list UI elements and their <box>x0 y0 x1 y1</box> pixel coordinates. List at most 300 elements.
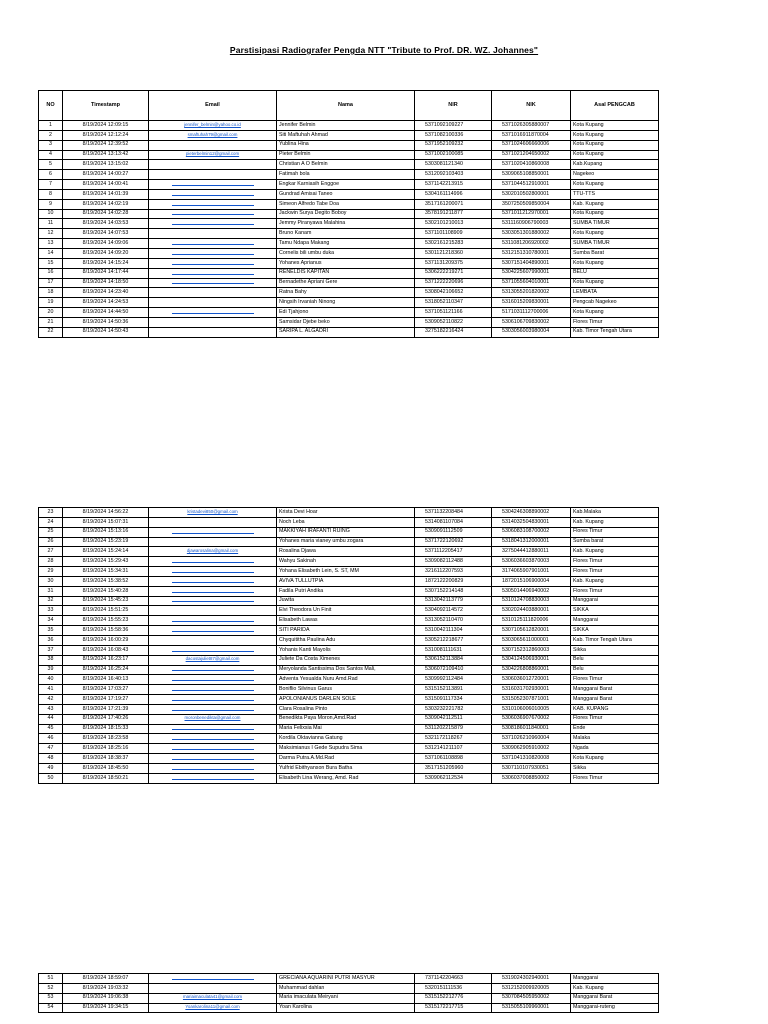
cell-asal: Kota Kupang <box>571 140 659 150</box>
table-row <box>39 993 659 1003</box>
cell-ts: 8/19/2024 14:03:53 <box>63 219 149 229</box>
email-link-underline[interactable] <box>172 979 254 980</box>
cell-ts: 8/19/2024 13:13:42 <box>63 150 149 160</box>
cell-ts: 8/19/2024 15:34:31 <box>63 567 149 577</box>
cell-nir: 3517151205960 <box>415 763 492 773</box>
column-header-email: Email <box>149 91 277 121</box>
participants-table-1 <box>38 90 659 338</box>
cell-nik: 5371016911870004 <box>492 130 571 140</box>
cell-no: 50 <box>39 773 63 783</box>
table-header-row <box>39 91 659 121</box>
cell-no: 19 <box>39 298 63 308</box>
cell-email[interactable] <box>149 278 277 288</box>
table-row <box>39 219 659 229</box>
cell-nama: Elisabeth Lina Werang, Amd. Rad <box>277 773 415 783</box>
cell-email[interactable] <box>149 655 277 665</box>
cell-asal: LEMBATA <box>571 288 659 298</box>
cell-asal: Kab.Kupang <box>571 160 659 170</box>
column-header-nik: NIK <box>492 91 571 121</box>
cell-email[interactable] <box>149 557 277 567</box>
cell-nama: Elvi Theodora Un Finit <box>277 606 415 616</box>
page-title: Parstisipasi Radiografer Pengda NTT "Tribute to Prof. DR. WZ. Johannes" <box>229 45 539 55</box>
cell-no: 26 <box>39 537 63 547</box>
cell-no: 17 <box>39 278 63 288</box>
cell-email <box>149 537 277 547</box>
cell-email[interactable] <box>149 1003 277 1013</box>
cell-email[interactable] <box>149 268 277 278</box>
cell-asal: Manggarai-ruteng <box>571 1003 659 1013</box>
cell-asal: SUMBA TIMUR <box>571 239 659 249</box>
cell-email[interactable] <box>149 724 277 734</box>
cell-nama: Boniflio Silvinus Garus <box>277 685 415 695</box>
cell-email <box>149 170 277 180</box>
cell-email[interactable] <box>149 734 277 744</box>
cell-nir: 5315172217715 <box>415 1003 492 1013</box>
cell-nik: 5319024302940001 <box>492 974 571 984</box>
cell-ts: 8/19/2024 14:15:24 <box>63 258 149 268</box>
cell-ts: 8/19/2024 12:09:15 <box>63 121 149 131</box>
email-link[interactable]: kristadevi850@gmail.com <box>187 508 238 514</box>
email-link-underline[interactable] <box>172 651 254 652</box>
cell-nir: 3578191211877 <box>415 209 492 219</box>
cell-email[interactable] <box>149 773 277 783</box>
cell-ts: 8/19/2024 16:25:24 <box>63 665 149 675</box>
cell-nir: 5315152113891 <box>415 685 492 695</box>
cell-ts: 8/19/2024 14:17:44 <box>63 268 149 278</box>
cell-ts: 8/19/2024 14:18:50 <box>63 278 149 288</box>
cell-email[interactable] <box>149 645 277 655</box>
cell-no: 49 <box>39 763 63 773</box>
cell-nama: Engkar Karniasih Enggoe <box>277 180 415 190</box>
cell-nir: 5309091112509 <box>415 527 492 537</box>
cell-nik: 5371041310820008 <box>492 754 571 764</box>
cell-nama: SARIPA L. ALGADRI <box>277 327 415 337</box>
table-row <box>39 983 659 993</box>
cell-no: 28 <box>39 557 63 567</box>
email-link-underline[interactable] <box>172 759 254 760</box>
cell-ts: 8/19/2024 14:09:06 <box>63 239 149 249</box>
cell-ts: 8/19/2024 15:23:19 <box>63 537 149 547</box>
table-row <box>39 675 659 685</box>
cell-ts: 8/19/2024 15:55:23 <box>63 616 149 626</box>
cell-nama: Noch Leba <box>277 517 415 527</box>
cell-email[interactable] <box>149 744 277 754</box>
cell-nir: 5371101108909 <box>415 229 492 239</box>
cell-nama: Ningsih Irvaniah Ninong <box>277 298 415 308</box>
table-row <box>39 170 659 180</box>
cell-no: 15 <box>39 258 63 268</box>
cell-no: 2 <box>39 130 63 140</box>
email-link-underline[interactable] <box>172 572 254 573</box>
cell-nir: 5304161114996 <box>415 189 492 199</box>
cell-nik: 5311160906790003 <box>492 219 571 229</box>
table-row <box>39 258 659 268</box>
cell-asal: Flores Timur <box>571 675 659 685</box>
cell-email[interactable] <box>149 547 277 557</box>
cell-no: 35 <box>39 626 63 636</box>
cell-email[interactable] <box>149 616 277 626</box>
cell-ts: 8/19/2024 15:38:52 <box>63 576 149 586</box>
cell-no: 23 <box>39 508 63 518</box>
cell-email[interactable] <box>149 974 277 984</box>
cell-email[interactable] <box>149 308 277 318</box>
cell-nik: 3275044412880011 <box>492 547 571 557</box>
cell-ts: 8/19/2024 17:21:39 <box>63 704 149 714</box>
cell-asal: Kab. Kupang <box>571 547 659 557</box>
cell-nik: 5371026305880007 <box>492 121 571 131</box>
cell-nama: Rosalina Djawa <box>277 547 415 557</box>
cell-nir: 5371002100085 <box>415 150 492 160</box>
cell-no: 34 <box>39 616 63 626</box>
cell-ts: 8/19/2024 13:15:02 <box>63 160 149 170</box>
cell-email[interactable] <box>149 665 277 675</box>
cell-nir: 5308042106652 <box>415 288 492 298</box>
cell-email[interactable] <box>149 567 277 577</box>
cell-email[interactable] <box>149 248 277 258</box>
table-row <box>39 1003 659 1013</box>
email-link-underline[interactable] <box>172 729 254 730</box>
email-link-underline[interactable] <box>172 562 254 563</box>
table-row <box>39 616 659 626</box>
email-link-underline[interactable] <box>172 769 254 770</box>
cell-nir: 5303232221782 <box>415 704 492 714</box>
cell-nama: AVIVA TULLUTPIA <box>277 576 415 586</box>
cell-nama: Bernadethe Apriani Gere <box>277 278 415 288</box>
cell-asal: Kota Kupang <box>571 130 659 140</box>
cell-ts: 8/19/2024 15:40:28 <box>63 586 149 596</box>
email-link-underline[interactable] <box>172 670 254 671</box>
email-link-underline[interactable] <box>172 749 254 750</box>
cell-email <box>149 327 277 337</box>
table-row <box>39 567 659 577</box>
cell-asal: SIKKA <box>571 606 659 616</box>
cell-email[interactable] <box>149 199 277 209</box>
cell-nir: 1872122200829 <box>415 576 492 586</box>
email-link-underline[interactable] <box>172 601 254 602</box>
email-link-underline[interactable] <box>172 224 254 225</box>
cell-email <box>149 517 277 527</box>
table-row <box>39 327 659 337</box>
cell-no: 6 <box>39 170 63 180</box>
cell-nik: 5310125111820006 <box>492 616 571 626</box>
cell-nik: 3507250509850004 <box>492 199 571 209</box>
cell-no: 7 <box>39 180 63 190</box>
cell-ts: 8/19/2024 15:07:31 <box>63 517 149 527</box>
email-link-underline[interactable] <box>172 700 254 701</box>
participants-table-2 <box>38 507 659 784</box>
table-row <box>39 763 659 773</box>
email-link-underline[interactable] <box>172 254 254 255</box>
cell-nir: 5301121218360 <box>415 248 492 258</box>
cell-nir: 5307152214148 <box>415 586 492 596</box>
cell-nik: 5304226808860001 <box>492 665 571 675</box>
email-link-underline[interactable] <box>172 274 254 275</box>
email-link-underline[interactable] <box>172 582 254 583</box>
cell-nik: 5310124708830003 <box>492 596 571 606</box>
cell-no: 47 <box>39 744 63 754</box>
cell-ts: 8/19/2024 16:40:13 <box>63 675 149 685</box>
email-link[interactable]: moronbenedikta@gmail.com <box>184 715 241 721</box>
cell-nik: 5318041312000001 <box>492 537 571 547</box>
email-link-underline[interactable] <box>172 710 254 711</box>
cell-no: 54 <box>39 1003 63 1013</box>
cell-ts: 8/19/2024 12:39:52 <box>63 140 149 150</box>
cell-ts: 8/19/2024 15:45:23 <box>63 596 149 606</box>
cell-asal: Kab. Timor Tengah Utara <box>571 635 659 645</box>
cell-email[interactable] <box>149 180 277 190</box>
cell-email[interactable] <box>149 754 277 764</box>
cell-ts: 8/19/2024 16:08:43 <box>63 645 149 655</box>
cell-email[interactable] <box>149 626 277 636</box>
table-row <box>39 547 659 557</box>
cell-asal: Flores Timur <box>571 586 659 596</box>
participants-table-3 <box>38 973 659 1013</box>
cell-nama: SITI PARIDA <box>277 626 415 636</box>
cell-nama: Clara Rosalina Pinto <box>277 704 415 714</box>
cell-no: 20 <box>39 308 63 318</box>
cell-no: 42 <box>39 695 63 705</box>
table-row <box>39 517 659 527</box>
cell-no: 11 <box>39 219 63 229</box>
cell-email[interactable] <box>149 121 277 131</box>
email-link-underline[interactable] <box>172 313 254 314</box>
cell-email[interactable] <box>149 596 277 606</box>
cell-nir: 5306222219271 <box>415 268 492 278</box>
cell-nir: 5310042111304 <box>415 626 492 636</box>
cell-nik: 5307084505950002 <box>492 993 571 1003</box>
cell-ts: 8/19/2024 14:50:43 <box>63 327 149 337</box>
email-link[interactable]: djawarosalina@gmail.com <box>186 548 239 554</box>
cell-ts: 8/19/2024 18:59:07 <box>63 974 149 984</box>
cell-asal: Kota Kupang <box>571 150 659 160</box>
table-row <box>39 537 659 547</box>
cell-email[interactable] <box>149 993 277 1003</box>
cell-nik: 5307151404890001 <box>492 258 571 268</box>
email-link-underline[interactable] <box>172 214 254 215</box>
cell-ts: 8/19/2024 14:02:28 <box>63 209 149 219</box>
cell-no: 5 <box>39 160 63 170</box>
email-link-underline[interactable] <box>172 264 254 265</box>
cell-nama: Yohanes maria vianey umbu zogara <box>277 537 415 547</box>
email-link[interactable]: jennifer_belmin@yahoo.co.id <box>184 121 241 127</box>
cell-nir: 5312141211107 <box>415 744 492 754</box>
cell-nama: Ratna Bahy <box>277 288 415 298</box>
email-link[interactable]: Yoankarolina11@gmail.com <box>185 1004 240 1010</box>
cell-asal: Manggarai Barat <box>571 685 659 695</box>
cell-email[interactable] <box>149 714 277 724</box>
email-link[interactable]: pieterbelmin12@gmail.com <box>185 151 240 157</box>
cell-no: 21 <box>39 317 63 327</box>
cell-ts: 8/19/2024 14:50:36 <box>63 317 149 327</box>
email-link[interactable]: dacostajuliet87@gmail.com <box>185 656 240 662</box>
cell-nama: Samsidar Djebe beko <box>277 317 415 327</box>
cell-no: 48 <box>39 754 63 764</box>
cell-no: 1 <box>39 121 63 131</box>
cell-email[interactable] <box>149 209 277 219</box>
cell-nik: 5306037008850002 <box>492 773 571 783</box>
cell-asal: SIKKA <box>571 626 659 636</box>
cell-nik: 5304225607990001 <box>492 268 571 278</box>
cell-nir: 5309052110822 <box>415 317 492 327</box>
cell-asal: Kab. Kupang <box>571 576 659 586</box>
cell-nik: 5312151310780001 <box>492 248 571 258</box>
cell-nir: 5371112205417 <box>415 547 492 557</box>
cell-no: 27 <box>39 547 63 557</box>
cell-nama: Siti Maftuhah Ahmad <box>277 130 415 140</box>
cell-nik: 5371044512910001 <box>492 180 571 190</box>
email-link-underline[interactable] <box>172 185 254 186</box>
table-row <box>39 586 659 596</box>
cell-nama: GRECIANA AQUARINI PUTRI MASYUR <box>277 974 415 984</box>
cell-asal: Manggarai <box>571 616 659 626</box>
cell-nir: 5302161215283 <box>415 239 492 249</box>
cell-ts: 8/19/2024 14:24:53 <box>63 298 149 308</box>
cell-no: 4 <box>39 150 63 160</box>
cell-nik: 5371026210960004 <box>492 734 571 744</box>
cell-email[interactable] <box>149 576 277 586</box>
cell-email <box>149 606 277 616</box>
cell-email <box>149 160 277 170</box>
cell-email[interactable] <box>149 704 277 714</box>
email-link[interactable]: smaftuhah79@gmail.com <box>187 131 238 137</box>
cell-asal: Ende <box>571 724 659 734</box>
cell-nir: 3517161200071 <box>415 199 492 209</box>
column-header-nir: NIR <box>415 91 492 121</box>
cell-ts: 8/19/2024 17:40:26 <box>63 714 149 724</box>
cell-email[interactable] <box>149 130 277 140</box>
email-link-underline[interactable] <box>172 631 254 632</box>
cell-ts: 8/19/2024 18:45:50 <box>63 763 149 773</box>
cell-email[interactable] <box>149 763 277 773</box>
cell-email[interactable] <box>149 508 277 518</box>
cell-no: 8 <box>39 189 63 199</box>
cell-email[interactable] <box>149 150 277 160</box>
cell-email[interactable] <box>149 239 277 249</box>
cell-ts: 8/19/2024 14:01:39 <box>63 189 149 199</box>
cell-nir: 7371142204663 <box>415 974 492 984</box>
cell-nik: 5308186011840001 <box>492 724 571 734</box>
cell-email[interactable] <box>149 675 277 685</box>
cell-ts: 8/19/2024 17:03:27 <box>63 685 149 695</box>
table-row <box>39 248 659 258</box>
cell-nir: 5312092103403 <box>415 170 492 180</box>
cell-no: 36 <box>39 635 63 645</box>
email-link-underline[interactable] <box>172 739 254 740</box>
cell-email[interactable] <box>149 189 277 199</box>
cell-ts: 8/19/2024 14:44:50 <box>63 308 149 318</box>
cell-nama: MAKKIYAH IRAFANTI RUING <box>277 527 415 537</box>
email-link-underline[interactable] <box>172 592 254 593</box>
cell-asal: Kota Kupang <box>571 229 659 239</box>
cell-email <box>149 983 277 993</box>
email-link-underline[interactable] <box>172 779 254 780</box>
cell-nik: 5371011212970001 <box>492 209 571 219</box>
table-row <box>39 606 659 616</box>
cell-no: 24 <box>39 517 63 527</box>
table-row <box>39 317 659 327</box>
cell-nir: 5305212218677 <box>415 635 492 645</box>
cell-nik: 5307110107930051 <box>492 763 571 773</box>
email-link-underline[interactable] <box>172 680 254 681</box>
cell-nik: 5305014406940002 <box>492 586 571 596</box>
cell-ts: 8/19/2024 14:56:22 <box>63 508 149 518</box>
email-link-underline[interactable] <box>172 205 254 206</box>
cell-nir: 5371061108898 <box>415 754 492 764</box>
cell-no: 9 <box>39 199 63 209</box>
cell-no: 25 <box>39 527 63 537</box>
cell-nama: Bruno Kanam <box>277 229 415 239</box>
cell-nik: 5315055109960001 <box>492 1003 571 1013</box>
cell-nir: 5302101210013 <box>415 219 492 229</box>
cell-nir: 5309042112511 <box>415 714 492 724</box>
cell-asal: Manggarai Barat <box>571 993 659 1003</box>
cell-email[interactable] <box>149 695 277 705</box>
cell-nama: Yohana Elisabeth Lein, S. ST, MM <box>277 567 415 577</box>
email-link-underline[interactable] <box>172 244 254 245</box>
email-link-underline[interactable] <box>172 690 254 691</box>
cell-nik: 5171031112700006 <box>492 308 571 318</box>
cell-asal: Kab. Kupang <box>571 983 659 993</box>
cell-nir: 5313042113779 <box>415 596 492 606</box>
cell-email <box>149 229 277 239</box>
cell-ts: 8/19/2024 14:02:19 <box>63 199 149 209</box>
cell-no: 37 <box>39 645 63 655</box>
cell-no: 39 <box>39 665 63 675</box>
cell-nama: Fadila Putri Andika <box>277 586 415 596</box>
cell-ts: 8/19/2024 14:00:41 <box>63 180 149 190</box>
cell-ts: 8/19/2024 18:25:16 <box>63 744 149 754</box>
cell-ts: 8/19/2024 14:09:20 <box>63 248 149 258</box>
cell-email[interactable] <box>149 219 277 229</box>
email-link-underline[interactable] <box>172 533 254 534</box>
cell-no: 14 <box>39 248 63 258</box>
cell-nir: 5371092109227 <box>415 121 492 131</box>
table-row <box>39 308 659 318</box>
cell-ts: 8/19/2024 15:24:14 <box>63 547 149 557</box>
cell-asal: Kota Kupang <box>571 121 659 131</box>
cell-nir: 5371222220696 <box>415 278 492 288</box>
cell-email <box>149 288 277 298</box>
cell-nik: 5307152312860003 <box>492 645 571 655</box>
cell-nik: 5371021204650002 <box>492 150 571 160</box>
table-row <box>39 121 659 131</box>
cell-ts: 8/19/2024 19:03:32 <box>63 983 149 993</box>
cell-asal: Kab. Timor Tengah Utara <box>571 327 659 337</box>
table-row <box>39 150 659 160</box>
cell-email[interactable] <box>149 685 277 695</box>
cell-email[interactable] <box>149 527 277 537</box>
table-row <box>39 754 659 764</box>
cell-nik: 5371055604010001 <box>492 278 571 288</box>
table-row <box>39 189 659 199</box>
cell-nik: 5316031702930001 <box>492 685 571 695</box>
cell-asal: Flores Timur <box>571 317 659 327</box>
table-row <box>39 160 659 170</box>
email-link[interactable]: mariaimaculata41@gmail.com <box>182 994 243 1000</box>
email-link-underline[interactable] <box>172 621 254 622</box>
cell-asal: Pengcab Nagekeo <box>571 298 659 308</box>
cell-email[interactable] <box>149 586 277 596</box>
email-link-underline[interactable] <box>172 283 254 284</box>
email-link-underline[interactable] <box>172 195 254 196</box>
cell-ts: 8/19/2024 17:19:27 <box>63 695 149 705</box>
cell-nik: 3174065907901001 <box>492 567 571 577</box>
table-row <box>39 685 659 695</box>
cell-nir: 5306072109410 <box>415 665 492 675</box>
cell-email[interactable] <box>149 258 277 268</box>
cell-nik: 5307105612820001 <box>492 626 571 636</box>
cell-nama: Fatimah bola <box>277 170 415 180</box>
